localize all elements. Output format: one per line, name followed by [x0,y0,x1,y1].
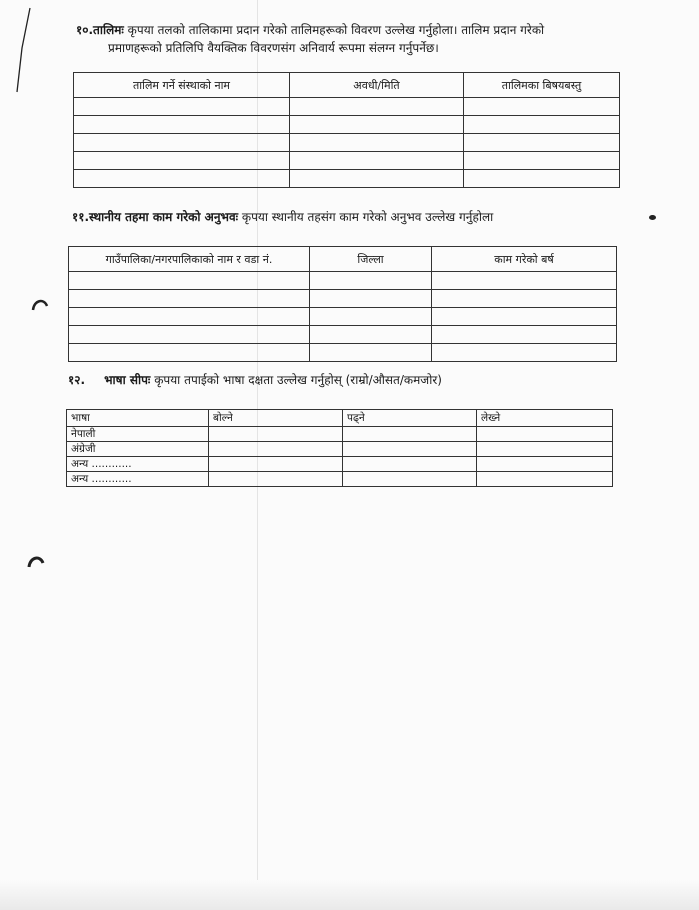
section12-line [68,372,442,388]
table-row [69,272,617,290]
language-col-speak: बोल्ने [209,410,343,427]
language-col-language: भाषा [67,410,209,427]
table-row [67,472,613,487]
language-row-label: अन्य ............ [67,457,209,472]
table-row [67,457,613,472]
table-row [67,427,613,442]
ink-speck [649,215,656,220]
section10-line1 [76,22,544,38]
table-row [74,98,620,116]
training-table [73,72,620,188]
section11-number: ११. [72,210,90,224]
language-row-label: अंग्रेजी [67,442,209,457]
section10-number: १०. [76,23,94,37]
experience-col-years: काम गरेको बर्ष [432,247,617,272]
section12-number: १२. [68,373,86,387]
table-row [74,152,620,170]
section12-heading: भाषा सीपः [104,373,151,387]
local-experience-table [68,246,617,362]
language-row-label: अन्य ............ [67,472,209,487]
table-row [69,344,617,362]
section11-line [72,209,493,225]
section10-text: कृपया तलको तालिकामा प्रदान गरेको तालिमहरूको विवरण उल्लेख गर्नुहोला। तालिम प्रदान गरेको [127,23,545,37]
language-skill-table [66,409,613,487]
language-col-read: पढ्ने [343,410,477,427]
scan-shadow [0,880,699,910]
table-row [67,442,613,457]
section11-heading: स्थानीय तहमा काम गरेको अनुभवः [89,210,239,224]
experience-col-municipality: गाउँपालिका/नगरपालिकाको नाम र वडा नं. [69,247,310,272]
training-col-institution: तालिम गर्ने संस्थाको नाम [74,73,290,98]
table-row [69,290,617,308]
language-row-label: नेपाली [67,427,209,442]
punch-hole-icon [26,553,46,573]
training-col-subject: तालिमका बिषयबस्तु [464,73,620,98]
pen-mark-icon [0,0,60,110]
language-col-write: लेख्ने [477,410,613,427]
table-row [69,308,617,326]
section10-heading: तालिमः [93,23,124,37]
punch-hole-icon [30,296,50,316]
training-col-duration: अवधी/मिति [290,73,464,98]
table-row [74,134,620,152]
table-row [74,116,620,134]
table-row [74,170,620,188]
table-row [69,326,617,344]
section11-text: कृपया स्थानीय तहसंग काम गरेको अनुभव उल्लेख गर्नुहोला [241,210,494,224]
experience-col-district: जिल्ला [310,247,432,272]
section10-line2: प्रमाणहरूको प्रतिलिपि वैयक्तिक विवरणसंग अनिवार्य रूपमा संलग्न गर्नुपर्नेछ। [108,41,439,55]
section12-text: कृपया तपाईको भाषा दक्षता उल्लेख गर्नुहोस् (राम्रो/औसत/कमजोर) [154,373,442,387]
